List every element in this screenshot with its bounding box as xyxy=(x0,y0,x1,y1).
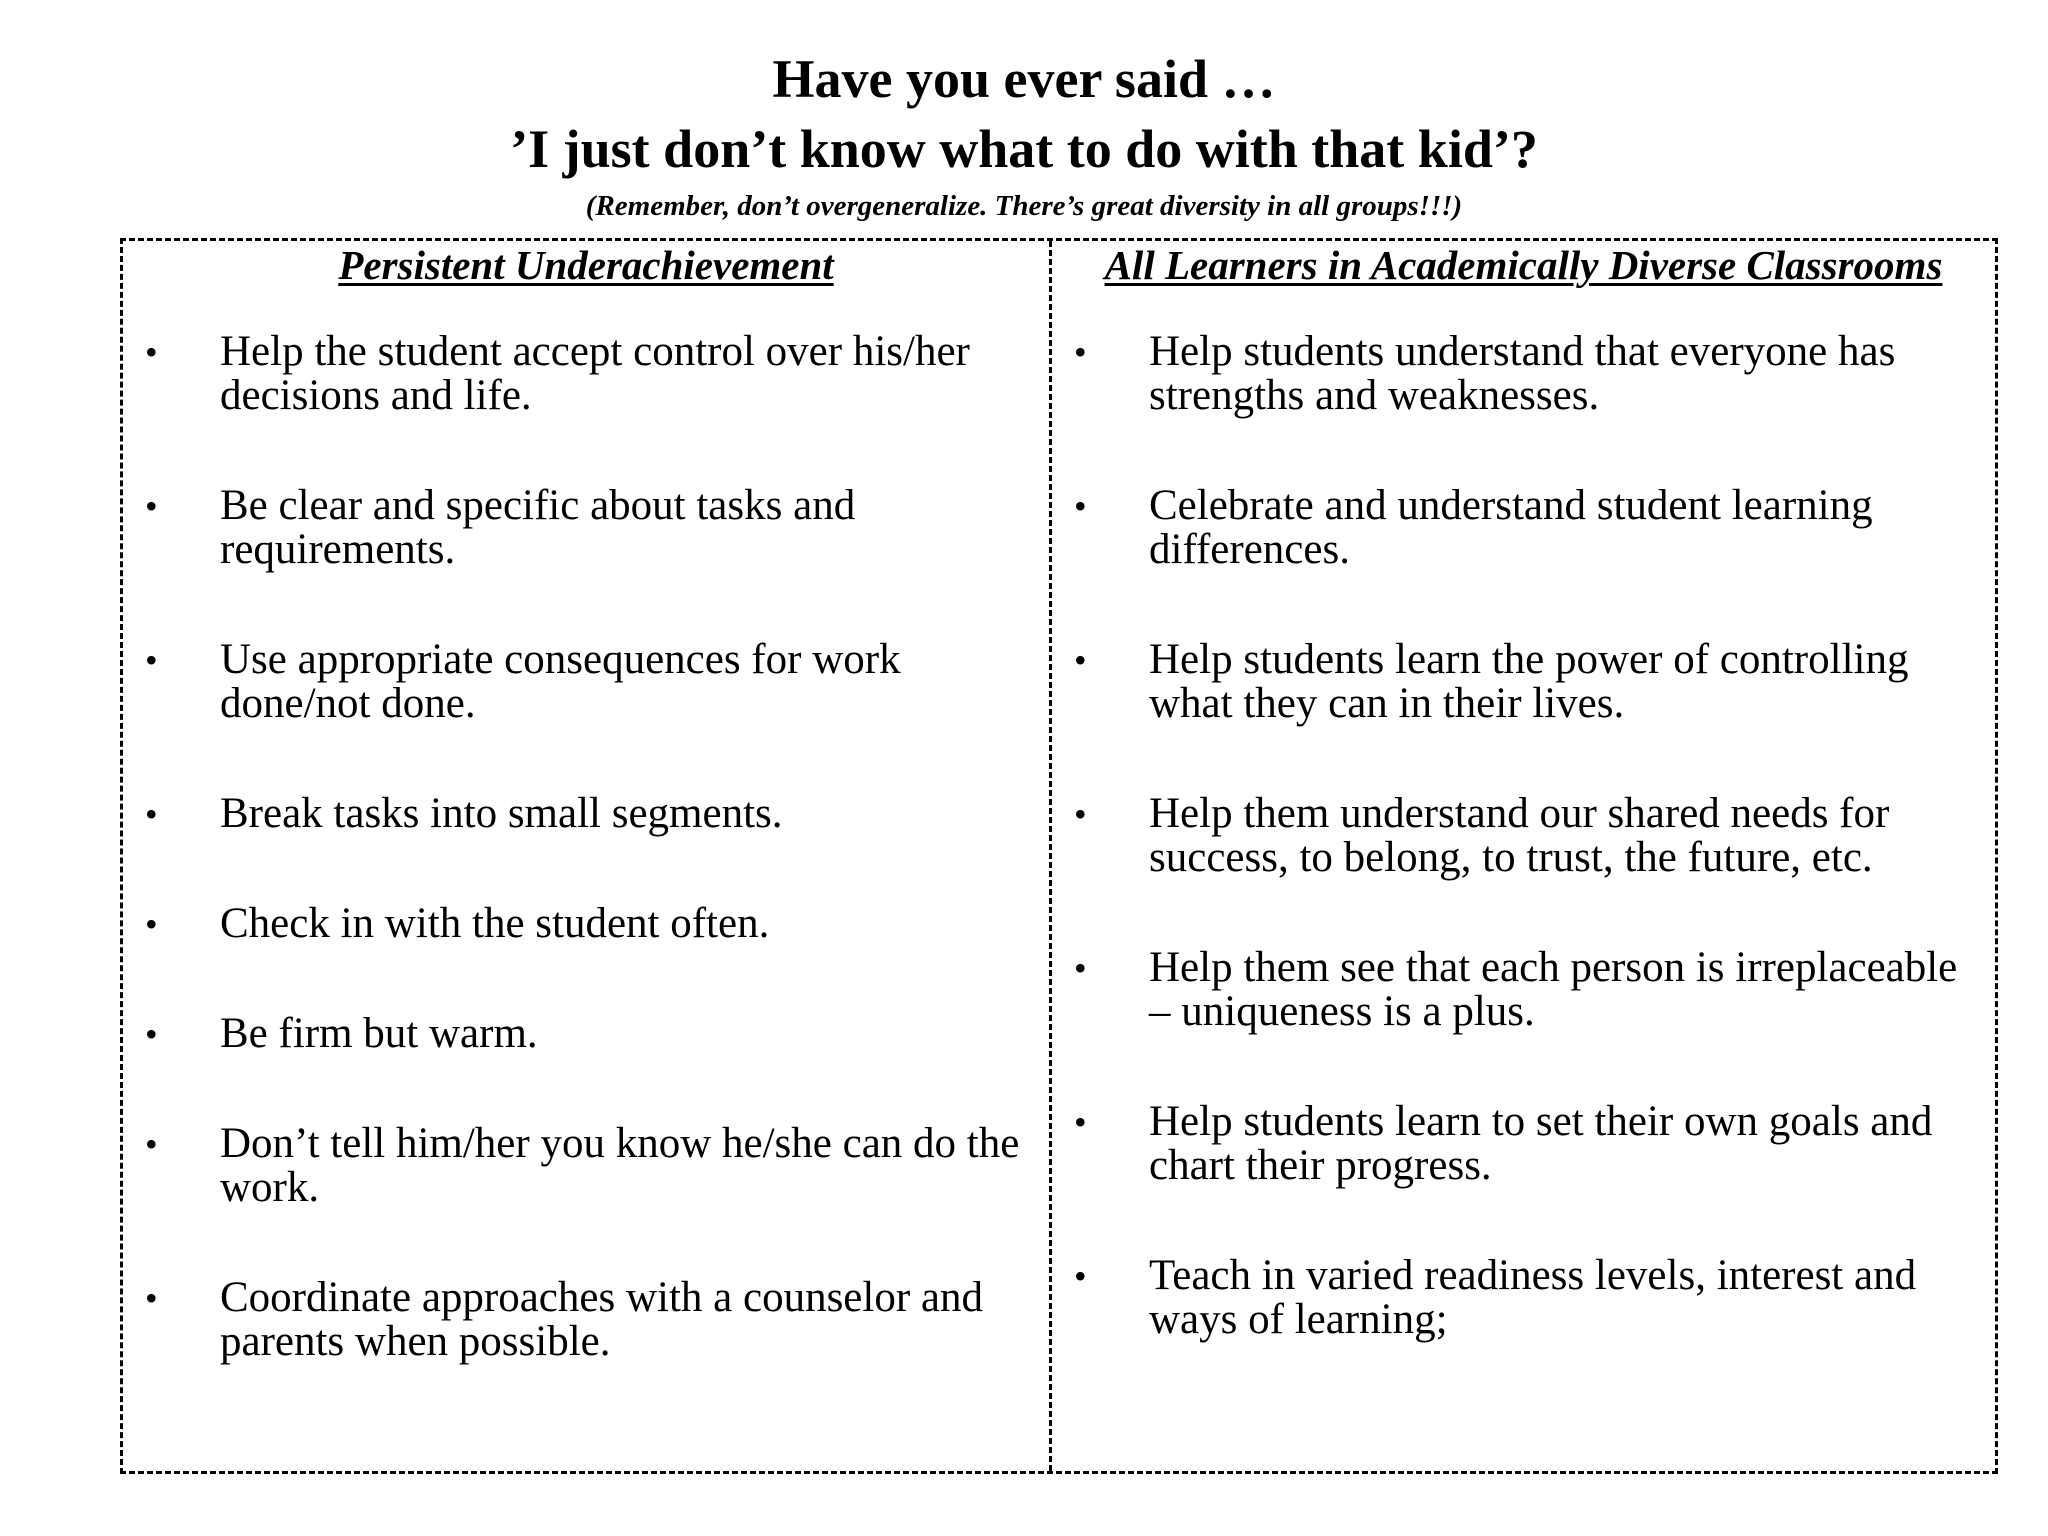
right-column-heading: All Learners in Academically Diverse Classrooms xyxy=(1104,242,1943,288)
bullet-icon: • xyxy=(1074,640,1087,680)
list-item-text: Help students learn to set their own goals and chart their progress. xyxy=(1149,1098,1933,1189)
list-item xyxy=(1052,484,1995,572)
two-column-table xyxy=(120,238,1998,1474)
list-item-text: Help the student accept control over his/her decisions and life. xyxy=(220,328,970,419)
list-item-text: Celebrate and understand student learning differences. xyxy=(1149,482,1873,573)
bullet-icon: • xyxy=(1074,1256,1087,1296)
title-line-1: Have you ever said … xyxy=(772,49,1276,109)
list-item xyxy=(1052,1254,1995,1342)
list-item xyxy=(123,484,1049,572)
list-item-text: Check in with the student often. xyxy=(220,900,770,947)
bullet-icon: • xyxy=(145,1014,158,1054)
bullet-icon: • xyxy=(1074,1102,1087,1142)
bullet-icon: • xyxy=(145,794,158,834)
list-item xyxy=(123,1276,1049,1364)
list-item-text: Teach in varied readiness levels, interest and ways of learning; xyxy=(1149,1252,1917,1343)
left-column-list xyxy=(123,330,1049,1364)
list-item-text: Be firm but warm. xyxy=(220,1010,538,1057)
bullet-icon: • xyxy=(145,332,158,372)
list-item-text: Help students understand that everyone has strengths and weaknesses. xyxy=(1149,328,1896,419)
list-item-text: Be clear and specific about tasks and requirements. xyxy=(220,482,856,573)
bullet-icon: • xyxy=(1074,794,1087,834)
list-item xyxy=(1052,946,1995,1034)
bullet-icon: • xyxy=(1074,486,1087,526)
list-item xyxy=(1052,638,1995,726)
right-column xyxy=(1052,241,1995,1471)
list-item-text: Help them see that each person is irreplaceable – uniqueness is a plus. xyxy=(1149,944,1958,1035)
list-item-text: Use appropriate consequences for work done/not done. xyxy=(220,636,901,727)
bullet-icon: • xyxy=(1074,948,1087,988)
list-item-text: Coordinate approaches with a counselor and parents when possible. xyxy=(220,1274,983,1365)
list-item xyxy=(123,902,1049,946)
bullet-icon: • xyxy=(145,486,158,526)
list-item xyxy=(1052,330,1995,418)
bullet-icon: • xyxy=(1074,332,1087,372)
bullet-icon: • xyxy=(145,904,158,944)
left-column xyxy=(123,241,1052,1471)
list-item-text: Break tasks into small segments. xyxy=(220,790,783,837)
list-item xyxy=(1052,792,1995,880)
list-item xyxy=(123,792,1049,836)
list-item-text: Don’t tell him/her you know he/she can do the work. xyxy=(220,1120,1020,1211)
subtitle-note: (Remember, don’t overgeneralize. There’s great diversity in all groups!!!) xyxy=(585,190,1463,222)
list-item-text: Help students learn the power of controlling what they can in their lives. xyxy=(1149,636,1909,727)
bullet-icon: • xyxy=(145,640,158,680)
right-column-list xyxy=(1052,330,1995,1342)
left-column-heading: Persistent Underachievement xyxy=(338,242,834,288)
list-item xyxy=(1052,1100,1995,1188)
list-item xyxy=(123,330,1049,418)
list-item xyxy=(123,1012,1049,1056)
page-header xyxy=(0,44,2048,228)
bullet-icon: • xyxy=(145,1124,158,1164)
title-line-2: ’I just don’t know what to do with that kid’? xyxy=(510,119,1538,179)
list-item xyxy=(123,638,1049,726)
list-item-text: Help them understand our shared needs for success, to belong, to trust, the future, etc. xyxy=(1149,790,1890,881)
list-item xyxy=(123,1122,1049,1210)
bullet-icon: • xyxy=(145,1278,158,1318)
